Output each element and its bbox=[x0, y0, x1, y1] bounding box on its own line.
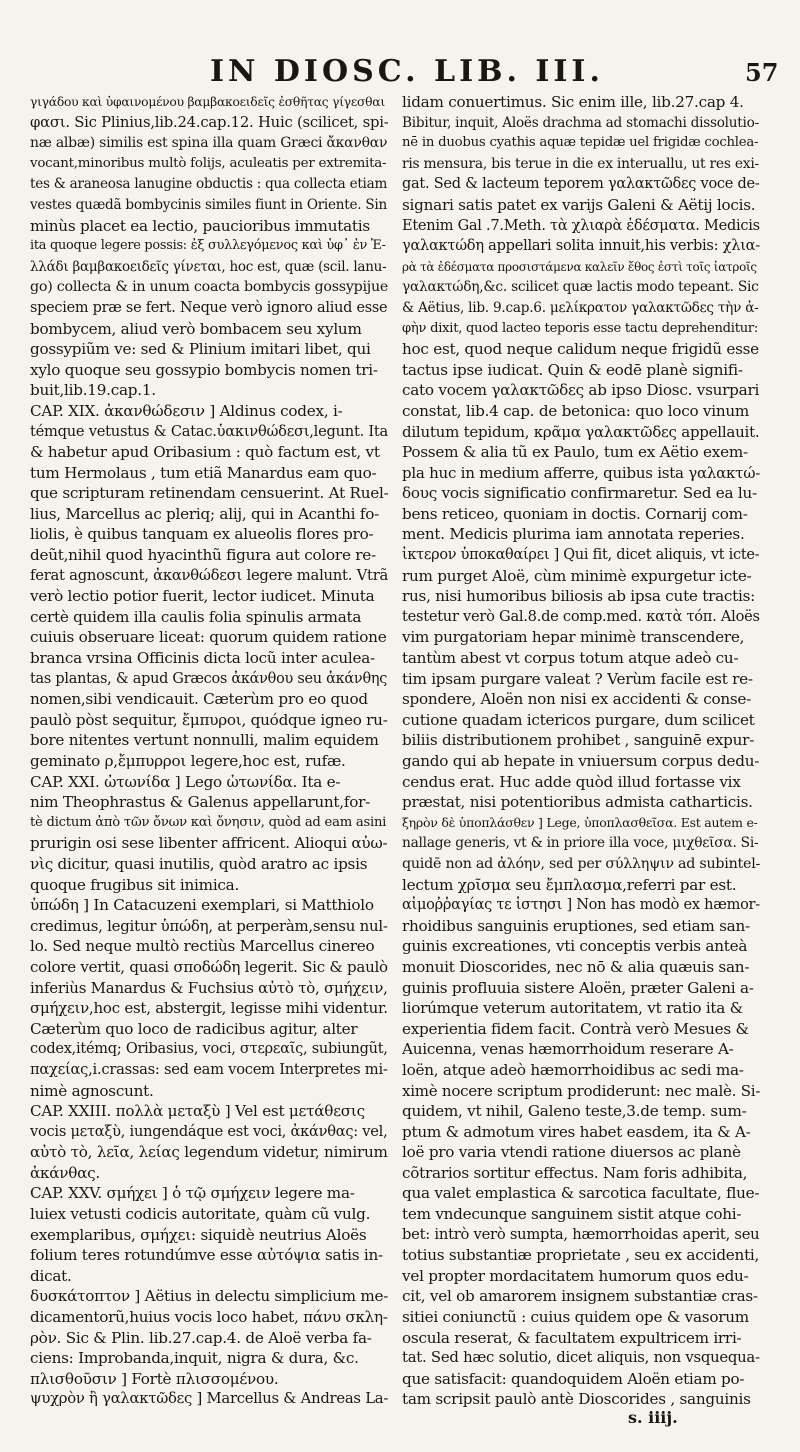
text-line: cuiuis obseruare liceat: quorum quidem ratione bbox=[30, 628, 387, 647]
text-line: lius, Marcellus ac pleriq; alij, qui in Acanthi fo- bbox=[30, 504, 379, 523]
text-line: & habetur apud Oribasium : quò factum est, vt bbox=[30, 443, 380, 462]
text-line: ἀκάνθας. bbox=[30, 1163, 100, 1182]
text-line: vim purgatoriam hepar minimè transcendere, bbox=[402, 628, 745, 647]
text-line: loën, atque adeò hæmorrhoidibus ac sedi ma- bbox=[402, 1060, 744, 1079]
text-line: nē in duobus cyathis aquæ tepidæ uel frigidæ cochlea- bbox=[402, 135, 759, 151]
text-line: tam scripsit paulò antè Dioscorides , sanguinis bbox=[402, 1390, 751, 1409]
text-line: biliis distributionem prohibet , sanguinē expur- bbox=[402, 731, 755, 750]
text-line: δυσκάτοπτον ] Aëtius in delectu simplicium me- bbox=[30, 1287, 388, 1306]
text-line: vocis μεταξὺ, iungendáque est voci, ἀκάνθας: vel, bbox=[30, 1122, 388, 1140]
text-line: bore nitentes vertunt nonnulli, malim equidem bbox=[30, 731, 379, 750]
text-line: Auicenna, venas hæmorrhoidum reserare A- bbox=[402, 1040, 734, 1059]
text-line: tas plantas, & apud Græcos ἀκάνθου seu ἀκάνθης bbox=[30, 670, 388, 687]
text-line: gossypiũm ve: sed & Plinium imitari libet, qui bbox=[30, 340, 371, 359]
text-line: quidem, vt nihil, Galeno teste,3.de temp. sum- bbox=[402, 1102, 747, 1121]
text-line: dicat. bbox=[30, 1266, 72, 1285]
text-line: constat, lib.4 cap. de betonica: quo loco vinum bbox=[402, 401, 750, 420]
text-line: liorúmque veterum autoritatem, vt ratio ita & bbox=[402, 999, 743, 1018]
text-line: vestes quædã bombycinis similes fiunt in Oriente. Sin bbox=[30, 196, 387, 213]
text-line: tem vndecunque sanguinem sistit atque cohi- bbox=[402, 1205, 742, 1224]
left-column bbox=[30, 92, 388, 1412]
text-line: αὐτὸ τὸ, λεῖα, λείας legendum videtur, nimirum bbox=[30, 1143, 388, 1162]
text-line: ita quoque legere possis: ἐξ συλλεγόμενος καὶ ὑφ᾽ ἐν Ἐ- bbox=[30, 238, 386, 254]
text-line: oscula reserat, & facultatem expultricem irri- bbox=[402, 1328, 742, 1347]
text-line: paulò pòst sequitur, ἔμπυροι, quódque igneo ru- bbox=[30, 710, 388, 729]
text-line: guinis profluuia sistere Aloën, præter Galeni a- bbox=[402, 978, 754, 997]
text-line: tactus ipse iudicat. Quin & eodē planè signifi- bbox=[402, 360, 743, 379]
text-line: ρὰ τὰ ἐδέσματα προσιστάμενα καλεῖν ἔθος ἐστὶ τοῖς ἰατροῖς bbox=[402, 259, 757, 274]
text-line: Etenim Gal .7.Meth. τὰ χλιαρὰ ἐδέσματα. Medicis bbox=[402, 217, 760, 234]
text-line: nomen,sibi vendicauit. Cæterùm pro eo quod bbox=[30, 690, 368, 709]
text-line: credimus, legitur ὑπώδη, at perperàm,sensu nul- bbox=[30, 916, 388, 935]
text-line: tè dictum ἀπὸ τῶν ὄνων καὶ ὄνησιν, quòd ad eam asini bbox=[30, 814, 387, 830]
text-line: næ albæ) similis est spina illa quam Græci ἄκανθαν bbox=[30, 135, 388, 152]
text-line: πλισθοῦσιν ] Fortè πλισσομένου. bbox=[30, 1369, 279, 1388]
text-line: guinis excreationes, vti conceptis verbis anteà bbox=[402, 937, 748, 956]
text-line: λλάδι βαμβακοειδεῖς γίνεται, hoc est, quæ (scil. lanu- bbox=[30, 258, 387, 275]
text-line: prurigin osi sese libenter affricent. Alioqui αὐω- bbox=[30, 834, 388, 853]
text-line: γαλακτώδη,&c. scilicet quæ lactis modo tepeant. Sic bbox=[402, 279, 759, 296]
text-line: cit, vel ob amarorem insignem substantiæ cras- bbox=[402, 1287, 758, 1306]
text-line bbox=[30, 1410, 388, 1412]
text-line: ximè nocere scriptum prodiderunt: nec malè. Si- bbox=[402, 1081, 760, 1100]
text-line: pla huc in medium afferre, quibus ista γαλακτώ- bbox=[402, 463, 760, 482]
text-line: ἰκτερον ὑποκαθαίρει ] Qui fit, dicet aliquis, vt icte- bbox=[402, 547, 760, 564]
text-line: tim ipsam purgare valeat ? Verùm facile est re- bbox=[402, 669, 753, 688]
text-line: vel propter mordacitatem humorum quos edu- bbox=[402, 1266, 749, 1285]
text-line: παχείας,i.crassas: sed eam vocem Interpretes mi- bbox=[30, 1060, 388, 1078]
text-line: nimè agnoscunt. bbox=[30, 1081, 154, 1100]
text-line: qua valet emplastica & sarcotica facultate, flue- bbox=[402, 1184, 760, 1203]
text-line: Cæterùm quo loco de radicibus agitur, alter bbox=[30, 1019, 358, 1038]
text-line: testetur verò Gal.8.de comp.med. κατὰ τόπ. Aloës bbox=[402, 607, 760, 625]
text-line: CAP. XIX. ἀκανθώδεσιν ] Aldinus codex, i- bbox=[30, 401, 343, 420]
text-line: bens reticeo, quoniam in doctis. Cornarij com- bbox=[402, 504, 748, 523]
text-line: totius substantiæ proprietate , seu ex accidenti, bbox=[402, 1246, 760, 1265]
text-line: ρὸν. Sic & Plin. lib.27.cap.4. de Aloë verba fa- bbox=[30, 1328, 372, 1347]
text-line: gando qui ab hepate in vniuersum corpus dedu- bbox=[402, 752, 760, 770]
signature-mark: s. iiij. bbox=[628, 1408, 678, 1427]
page-header bbox=[0, 54, 800, 94]
text-line: σμήχειν,hoc est, abstergit, legisse mihi videntur. bbox=[30, 999, 388, 1018]
text-line: témque vetustus & Catac.ὑακινθώδεσι,legunt. Ita bbox=[30, 422, 388, 440]
text-line: νὶς dicitur, quasi inutilis, quòd aratro ac ipsis bbox=[30, 854, 368, 873]
text-line: cato vocem γαλακτῶδες ab ipso Diosc. vsurpari bbox=[402, 381, 760, 400]
text-line: tantùm abest vt corpus totum atque adeò cu- bbox=[402, 649, 739, 668]
text-line: dicamentorũ,huius vocis loco habet, πάνυ σκλη- bbox=[30, 1308, 388, 1327]
text-line: deũt,nihil quod hyacinthũ figura aut colore re- bbox=[30, 546, 376, 565]
text-line: buit,lib.19.cap.1. bbox=[30, 381, 156, 400]
text-line: cutione quadam ictericos purgare, dum scilicet bbox=[402, 710, 755, 729]
text-line: hoc est, quod neque calidum neque frigidũ esse bbox=[402, 340, 759, 359]
text-line: rus, nisi humoribus biliosis ab ipsa cute tractis: bbox=[402, 587, 756, 606]
text-line: ferat agnoscunt, ἀκανθώδεσι legere malunt. Vtrã bbox=[30, 566, 388, 584]
text-line: cendus erat. Huc adde quòd illud fortasse vix bbox=[402, 772, 741, 791]
text-line: rhoidibus sanguinis eruptiones, sed etiam san- bbox=[402, 916, 750, 935]
text-line: folium teres rotundúmve esse αὐτόψια satis in- bbox=[30, 1246, 383, 1265]
text-line: CAP. XXV. σμήχει ] ὁ τῷ σμήχειν legere ma- bbox=[30, 1184, 355, 1203]
text-line: loë pro varia vtendi ratione diuersos ac planè bbox=[402, 1143, 741, 1162]
text-line: xylo quoque seu gossypio bombycis nomen tri- bbox=[30, 360, 378, 379]
text-line: lidam conuertimus. Sic enim ille, lib.27.cap 4. bbox=[402, 93, 744, 111]
text-line: tes & araneosa lanugine obductis : qua collecta etiam bbox=[30, 176, 388, 193]
text-line: geminato ρ,ἔμπυρροι legere,hoc est, rufæ. bbox=[30, 752, 346, 770]
text-line: minùs placet ea lectio, paucioribus immutatis bbox=[30, 216, 370, 235]
text-line: colore vertit, quasi σποδώδη legerit. Sic & paulò bbox=[30, 957, 388, 976]
text-line: ciens: Improbanda,inquit, nigra & dura, &c. bbox=[30, 1349, 359, 1368]
text-line: experientia fidem facit. Contrà verò Mesues & bbox=[402, 1019, 749, 1038]
text-line: lo. Sed neque multò rectiùs Marcellus cinereo bbox=[30, 937, 375, 956]
text-line: γαλακτώδη appellari solita innuit,his verbis: χλια- bbox=[402, 237, 760, 255]
text-line: sitiei coniunctũ : cuius quidem ope & vasorum bbox=[402, 1308, 749, 1327]
text-line: bombycem, aliud verò bombacem seu xylum bbox=[30, 319, 362, 338]
text-line: certè quidem illa caulis folia spinulis armata bbox=[30, 607, 362, 626]
text-line: CAP. XXIII. πολλὰ μεταξὺ ] Vel est μετάθεσις bbox=[30, 1102, 365, 1121]
text-line: præstat, nisi potentioribus admista catharticis. bbox=[402, 793, 753, 812]
text-line: & Aëtius, lib. 9.cap.6. μελίκρατον γαλακτῶδες τὴν ἀ- bbox=[402, 299, 759, 316]
text-line: exemplaribus, σμήχει: siquidè neutrius Aloës bbox=[30, 1225, 367, 1244]
text-line: quidē non ad ἀλόην, sed per σύλληψιν ad subintel- bbox=[402, 855, 760, 872]
text-line: ξηρὸν δὲ ὑποπλάσθεν ] Lege, ὑποπλασθεῖσα. Est autem e- bbox=[402, 814, 758, 830]
text-line bbox=[402, 1410, 760, 1412]
text-line: tat. Sed hæc solutio, dicet aliquis, non vsquequa- bbox=[402, 1349, 760, 1367]
text-line: nallage generis, vt & in priore illa voce, μιχθεῖσα. Si- bbox=[402, 835, 759, 852]
text-line: δους vocis significatio confirmaretur. Sed ea lu- bbox=[402, 484, 757, 503]
text-line: speciem præ se fert. Neque verò ignoro aliud esse bbox=[30, 299, 388, 316]
text-line: φὴν dixit, quod lacteo teporis esse tactu deprehenditur: bbox=[402, 320, 759, 336]
text-line: tum Hermolaus , tum etiã Manardus eam quo- bbox=[30, 463, 377, 482]
text-line: spondere, Aloën non nisi ex accidenti & conse- bbox=[402, 690, 752, 709]
text-line: monuit Dioscorides, nec nō & alia quæuis san- bbox=[402, 957, 750, 976]
text-line: ptum & admotum vires habet easdem, ita & A- bbox=[402, 1122, 751, 1141]
text-line: inferiùs Manardus & Fuchsius αὐτὸ τὸ, σμήχειν, bbox=[30, 978, 388, 997]
text-line: quoque frugibus sit inimica. bbox=[30, 875, 240, 894]
running-head: IN DIOSC. LIB. III. bbox=[210, 54, 604, 89]
text-line: φασι. Sic Plinius,lib.24.cap.12. Huic (scilicet, spi- bbox=[30, 113, 388, 131]
text-line: αἱμοῤῥαγίας τε ἱστησι ] Non has modò ex hæmor- bbox=[402, 897, 760, 914]
right-column bbox=[402, 92, 760, 1412]
text-line: codex,itémq; Oribasius, voci, στερεαῖς, subiungũt, bbox=[30, 1041, 388, 1058]
text-line: lectum χρῖσμα seu ἔμπλασμα,referri par est. bbox=[402, 875, 737, 894]
text-line: ris mensura, bis terue in die ex interuallu, ut res exi- bbox=[402, 155, 759, 172]
text-line: liolis, è quibus tanquam ex alueolis flores pro- bbox=[30, 525, 374, 544]
page-number: 57 bbox=[745, 58, 779, 87]
text-line: que satisfacit: quandoquidem Aloën etiam po- bbox=[402, 1369, 745, 1388]
text-line: γιγάδου καὶ ὑφαινομένου βαμβακοειδεῖς ἐσθῆτας γίγεσθαι bbox=[30, 95, 385, 109]
text-line: nim Theophrastus & Galenus appellarunt,for- bbox=[30, 793, 371, 812]
text-line: que scripturam retinendam censuerint. At Ruel- bbox=[30, 484, 388, 503]
text-line: bet: intrò verò sumpta, hæmorrhoidas aperit, seu bbox=[402, 1225, 760, 1243]
text-line: ψυχρὸν ἢ γαλακτῶδες ] Marcellus & Andreas La- bbox=[30, 1390, 388, 1408]
text-line: gat. Sed & lacteum teporem γαλακτῶδες voce de- bbox=[402, 176, 760, 193]
text-line: luiex vetusti codicis autoritate, quàm cũ vulg. bbox=[30, 1205, 371, 1224]
text-line: cõtrarios sortitur effectus. Nam foris adhibita, bbox=[402, 1163, 748, 1182]
text-line: branca vrsina Officinis dicta locũ inter aculea- bbox=[30, 649, 375, 668]
text-line: vocant,minoribus multò folijs, aculeatis per extremita- bbox=[30, 155, 387, 171]
text-line: Possem & alia tũ ex Paulo, tum ex Aëtio exem- bbox=[402, 443, 748, 462]
text-line: rum purget Aloë, cùm minimè expurgetur icte- bbox=[402, 566, 752, 585]
text-line: dilutum tepidum, κρᾶμα γαλακτῶδες appellauit. bbox=[402, 422, 760, 441]
text-line: signari satis patet ex varijs Galeni & Aëtij locis. bbox=[402, 195, 756, 214]
text-line: go) collecta & in unum coacta bombycis gossypijue bbox=[30, 279, 388, 296]
text-line: verò lectio potior fuerit, lector iudicet. Minuta bbox=[30, 587, 375, 606]
text-line: ὑπώδη ] In Catacuzeni exemplari, si Matthiolo bbox=[30, 896, 374, 915]
text-line: Bibitur, inquit, Aloës drachma ad stomachi dissolutio- bbox=[402, 114, 759, 131]
text-line: CAP. XXI. ὠτωνίδα ] Lego ὠτωνίδα. Ita e- bbox=[30, 772, 341, 791]
text-line: ment. Medicis plurima iam annotata reperies. bbox=[402, 525, 745, 544]
